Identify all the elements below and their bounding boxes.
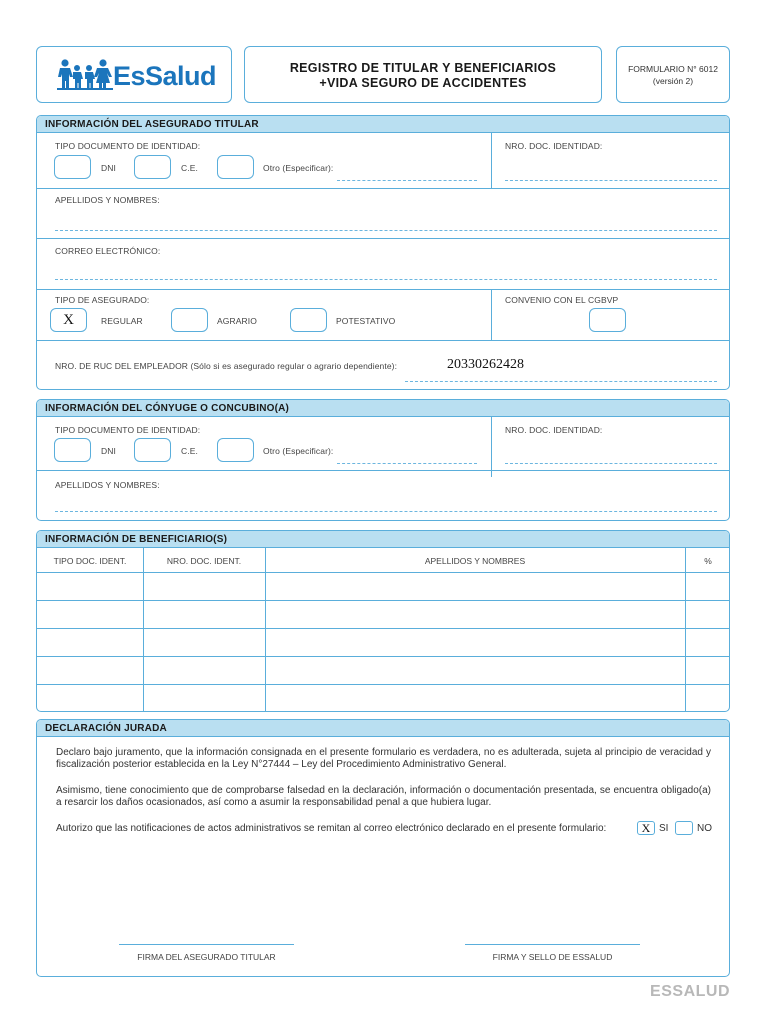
conyuge-tipo-doc-label: TIPO DOCUMENTO DE IDENTIDAD:	[55, 425, 201, 435]
divider	[37, 188, 729, 189]
notif-si-label: SI	[659, 823, 669, 834]
convenio-checkbox[interactable]	[589, 308, 626, 332]
potestativo-checkbox[interactable]	[290, 308, 327, 332]
titular-section	[36, 115, 730, 390]
family-figures-icon	[57, 59, 113, 91]
titular-otro-checkbox[interactable]	[217, 155, 254, 179]
conyuge-ce-checkbox[interactable]	[134, 438, 171, 462]
notif-no-label: NO	[697, 823, 712, 834]
conyuge-apellidos-field[interactable]	[55, 511, 717, 512]
conyuge-otro-checkbox[interactable]	[217, 438, 254, 462]
logo-text: EsSalud	[113, 61, 217, 91]
titular-correo-label: CORREO ELECTRÓNICO:	[55, 246, 161, 256]
beneficiarios-section	[36, 530, 730, 712]
titular-heading: INFORMACIÓN DEL ASEGURADO TITULAR	[37, 116, 729, 133]
table-row-line	[37, 600, 729, 601]
col-apellidos: APELLIDOS Y NOMBRES	[424, 556, 526, 566]
regular-checkbox[interactable]: X	[50, 308, 87, 332]
titular-otro-label: Otro (Especificar):	[263, 163, 334, 173]
divider	[491, 133, 492, 188]
titular-dni-checkbox[interactable]	[54, 155, 91, 179]
agrario-checkbox[interactable]	[171, 308, 208, 332]
conyuge-nro-doc-field[interactable]	[505, 463, 717, 464]
divider	[491, 417, 492, 477]
ruc-value[interactable]: 20330262428	[447, 357, 524, 372]
ruc-label: NRO. DE RUC DEL EMPLEADOR (Sólo si es asegurado regular o agrario dependiente):	[55, 361, 398, 371]
titular-tipo-doc-label: TIPO DOCUMENTO DE IDENTIDAD:	[55, 141, 201, 151]
notif-no-checkbox[interactable]	[675, 821, 693, 835]
divider	[37, 238, 729, 239]
titular-apellidos-field[interactable]	[55, 230, 717, 231]
titular-ce-label: C.E.	[181, 163, 198, 173]
regular-label: REGULAR	[101, 316, 143, 326]
firma-titular-line	[119, 944, 294, 945]
titular-apellidos-label: APELLIDOS Y NOMBRES:	[55, 195, 160, 205]
form-title-line1: REGISTRO DE TITULAR Y BENEFICIARIOS	[289, 61, 557, 75]
titular-dni-label: DNI	[101, 163, 116, 173]
titular-nro-doc-field[interactable]	[505, 180, 717, 181]
declaracion-p2: Asimismo, tiene conocimiento que de comprobarse falsedad en la declaración, información o documentación presentada, se encuentra obligado(a) a resarcir los daños ocasionados, así como a asumir la responsabilidad penal a que hubiera lugar.	[56, 785, 711, 808]
col-tipo-doc: TIPO DOC. IDENT.	[53, 556, 127, 566]
logo-box	[36, 46, 232, 103]
table-row-line	[37, 684, 729, 685]
conyuge-nro-doc-label: NRO. DOC. IDENTIDAD:	[505, 425, 603, 435]
titular-correo-field[interactable]	[55, 279, 717, 280]
declaracion-p1: Declaro bajo juramento, que la información consignada en el presente formulario es verdadera, no es adulterada, sujeta al principio de veracidad y fiscalización posterior establecida en la Ley N°27444 – Ley del Procedimiento Administrativo General.	[56, 747, 711, 770]
tipo-asegurado-label: TIPO DE ASEGURADO:	[55, 295, 150, 305]
conyuge-otro-field[interactable]	[337, 463, 477, 464]
table-row-line	[37, 656, 729, 657]
table-row-line	[37, 572, 729, 573]
divider	[37, 289, 729, 290]
table-col-line	[143, 548, 144, 712]
agrario-label: AGRARIO	[217, 316, 257, 326]
titular-otro-field[interactable]	[337, 180, 477, 181]
titular-nro-doc-label: NRO. DOC. IDENTIDAD:	[505, 141, 603, 151]
divider	[37, 470, 729, 471]
declaracion-heading: DECLARACIÓN JURADA	[37, 720, 729, 737]
title-box	[244, 46, 602, 103]
divider	[37, 340, 729, 341]
divider	[491, 289, 492, 340]
potestativo-label: POTESTATIVO	[336, 316, 396, 326]
declaracion-section	[36, 719, 730, 977]
notif-si-checkbox[interactable]: X	[637, 821, 655, 835]
conyuge-dni-checkbox[interactable]	[54, 438, 91, 462]
form-version: (versión 2)	[652, 76, 694, 86]
form-title-line2: +VIDA SEGURO DE ACCIDENTES	[319, 76, 527, 90]
table-col-line	[685, 548, 686, 712]
firma-titular-label: FIRMA DEL ASEGURADO TITULAR	[137, 952, 276, 962]
col-percent: %	[704, 556, 712, 566]
form-number: FORMULARIO N° 6012	[628, 64, 718, 74]
ruc-field[interactable]	[405, 381, 717, 382]
footer-brand: ESSALUD	[650, 983, 730, 1000]
titular-ce-checkbox[interactable]	[134, 155, 171, 179]
table-row-line	[37, 628, 729, 629]
table-col-line	[265, 548, 266, 712]
firma-essalud-label: FIRMA Y SELLO DE ESSALUD	[492, 952, 613, 962]
conyuge-heading: INFORMACIÓN DEL CÓNYUGE O CONCUBINO(A)	[37, 400, 729, 417]
form-number-box	[616, 46, 730, 103]
conyuge-ce-label: C.E.	[181, 446, 198, 456]
beneficiarios-heading: INFORMACIÓN DE BENEFICIARIO(S)	[37, 531, 729, 548]
firma-essalud-line	[465, 944, 640, 945]
col-nro-doc: NRO. DOC. IDENT.	[166, 556, 242, 566]
declaracion-p3: Autorizo que las notificaciones de actos administrativos se remitan al correo electrónico declarado en el presente formulario:	[56, 823, 607, 834]
conyuge-otro-label: Otro (Especificar):	[263, 446, 334, 456]
conyuge-apellidos-label: APELLIDOS Y NOMBRES:	[55, 480, 160, 490]
convenio-label: CONVENIO CON EL CGBVP	[505, 295, 619, 305]
conyuge-section	[36, 399, 730, 521]
conyuge-dni-label: DNI	[101, 446, 116, 456]
